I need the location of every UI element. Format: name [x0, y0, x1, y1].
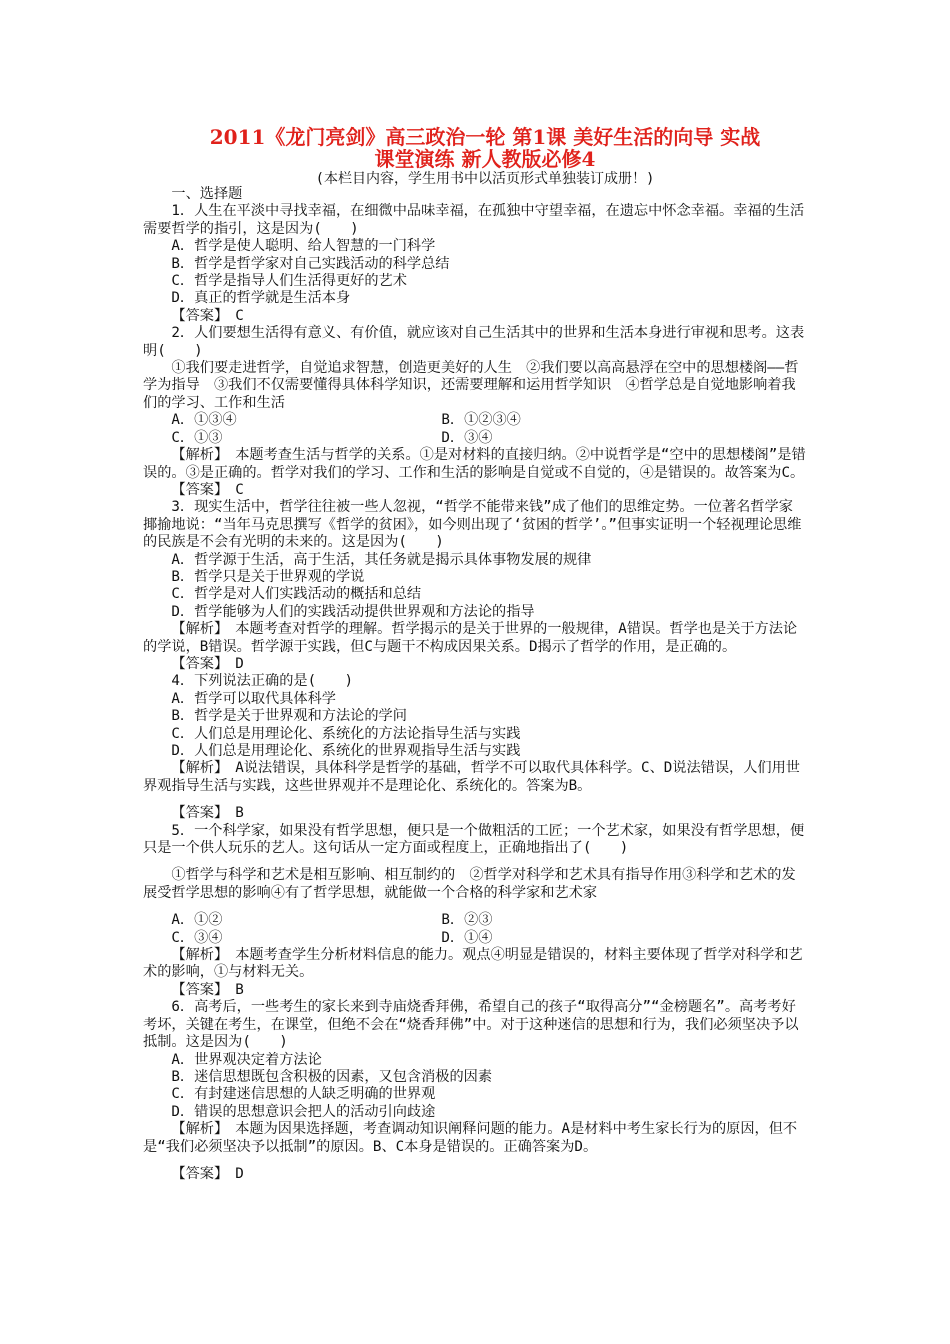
question-2-analysis: 【解析】 本题考查生活与哲学的关系。①是对材料的直接归纳。②中说哲学是“空中的思想楼阁”是错误的。③是正确的。哲学对我们的学习、工作和生活的影响是自觉或不自觉的，④是错误的。故答案为C。 [143, 447, 806, 481]
question-5-analysis: 【解析】 本题考查学生分析材料信息的能力。观点④明显是错误的，材料主要体现了哲学对科学和艺术的影响，①与材料无关。 [143, 947, 803, 981]
question-1-answer: 【答案】 C [171, 307, 244, 324]
question-1-option-c: C．哲学是指导人们生活得更好的艺术 [171, 273, 407, 290]
question-4-option-a: A．哲学可以取代具体科学 [171, 690, 336, 707]
question-1-option-d: D．真正的哲学就是生活本身 [171, 290, 351, 307]
question-5-options-row1 [143, 912, 807, 929]
question-6-answer: 【答案】 D [171, 1165, 244, 1182]
question-3-option-c: C．哲学是对人们实践活动的概括和总结 [171, 586, 422, 603]
question-1-option-a: A．哲学是使人聪明、给人智慧的一门科学 [171, 238, 436, 255]
question-6-option-b: B．迷信思想既包含积极的因素，又包含消极的因素 [171, 1068, 493, 1085]
question-5-option-a: A．①② [171, 912, 223, 929]
question-6-option-c: C．有封建迷信思想的人缺乏明确的世界观 [171, 1086, 436, 1103]
question-2-items: ①我们要走进哲学，自觉追求智慧，创造更美好的人生 ②我们要以高高悬浮在空中的思想楼阁——哲学为指导 ③我们不仅需要懂得具体科学知识，还需要理解和运用哲学知识 ④哲学总是自觉地影响着我们的学习、工作和生活 [143, 360, 799, 411]
document-subtitle: (本栏目内容，学生用书中以活页形式单独装订成册！) [315, 171, 655, 187]
question-6-analysis: 【解析】 本题为因果选择题，考查调动知识阐释问题的能力。A是材料中考生家长行为的原因，但不是“我们必须坚决予以抵制”的原因。B、C本身是错误的。正确答案为D。 [143, 1121, 798, 1155]
question-4-option-c: C．人们总是用理论化、系统化的方法论指导生活与实践 [171, 725, 521, 742]
question-3-answer: 【答案】 D [171, 655, 244, 672]
question-3-option-d: D．哲学能够为人们的实践活动提供世界观和方法论的指导 [171, 603, 535, 620]
question-2-option-b: B．①②③④ [441, 412, 521, 429]
question-2-option-c: C．①③ [171, 429, 223, 446]
document-title-line1: 2011《龙门亮剑》高三政治一轮 第1课 美好生活的向导 实战 [209, 125, 761, 149]
question-5-option-b: B．②③ [441, 912, 493, 929]
question-3-analysis: 【解析】 本题考查对哲学的理解。哲学揭示的是关于世界的一般规律，A错误。哲学也是关于方法论的学说，B错误。哲学源于实践，但C与题干不构成因果关系。D揭示了哲学的作用，是正确的。 [143, 621, 798, 655]
section-heading: 一、选择题 [171, 186, 243, 202]
spacer [143, 902, 807, 912]
question-3-stem: 3．现实生活中，哲学往往被一些人忽视，“哲学不能带来钱”成了他们的思维定势。一位著名哲学家揶揄地说：“当年马克思撰写《哲学的贫困》，如今则出现了‘贫困的哲学’。”但事实证明一个轻视理论思维的民族是不会有光明的未来的。这是因为( ) [143, 499, 802, 551]
question-5-answer: 【答案】 B [171, 981, 244, 998]
question-3-option-a: A．哲学源于生活，高于生活，其任务就是揭示具体事物发展的规律 [171, 551, 592, 568]
question-6-option-a: A．世界观决定着方法论 [171, 1051, 322, 1068]
question-5-option-c: C．③④ [171, 929, 223, 946]
spacer [143, 795, 807, 805]
question-4-analysis: 【解析】 A说法错误，具体科学是哲学的基础，哲学不可以取代具体科学。C、D说法错误，人们用世界观指导生活与实践，这些世界观并不是理论化、系统化的。答案为B。 [143, 760, 800, 794]
question-2-option-d: D．③④ [441, 429, 493, 446]
question-2-option-a: A．①③④ [171, 412, 237, 429]
document-title-line2: 课堂演练 新人教版必修4 [374, 147, 596, 171]
question-1-option-b: B．哲学是哲学家对自己实践活动的科学总结 [171, 255, 450, 272]
question-6-stem: 6．高考后，一些考生的家长来到寺庙烧香拜佛，希望自己的孩子“取得高分”“金榜题名”。高考考好考坏，关键在考生，在课堂，但绝不会在“烧香拜佛”中。对于这种迷信的思想和行为，我们必须坚决予以抵制。这是因为( ) [143, 999, 799, 1051]
question-1-stem: 1．人生在平淡中寻找幸福，在细微中品味幸福，在孤独中守望幸福，在遗忘中怀念幸福。幸福的生活需要哲学的指引，这是因为( ) [143, 203, 805, 237]
document-body [143, 186, 807, 1183]
question-4-stem: 4．下列说法正确的是( ) [171, 673, 354, 690]
question-6-option-d: D．错误的思想意识会把人的活动引向歧途 [171, 1103, 436, 1120]
question-5-stem: 5．一个科学家，如果没有哲学思想，便只是一个做粗活的工匠；一个艺术家，如果没有哲学思想，便只是一个供人玩乐的艺人。这句话从一定方面或程度上，正确地指出了( ) [143, 822, 805, 857]
question-5-options-row2 [143, 930, 807, 947]
question-2-stem: 2．人们要想生活得有意义、有价值，就应该对自己生活其中的世界和生活本身进行审视和思考。这表明( ) [143, 325, 805, 359]
question-5-option-d: D．①④ [441, 929, 493, 946]
question-5-items: ①哲学与科学和艺术是相互影响、相互制约的 ②哲学对科学和艺术具有指导作用③科学和艺术的发展受哲学思想的影响④有了哲学思想，就能做一个合格的科学家和艺术家 [143, 867, 796, 901]
question-4-option-b: B．哲学是关于世界观和方法论的学问 [171, 708, 407, 725]
question-2-options-row1 [143, 412, 807, 429]
question-3-option-b: B．哲学只是关于世界观的学说 [171, 568, 365, 585]
question-2-options-row2 [143, 430, 807, 447]
question-4-answer: 【答案】 B [171, 805, 244, 822]
question-2-answer: 【答案】 C [171, 481, 244, 498]
spacer [143, 1156, 807, 1166]
question-4-option-d: D．人们总是用理论化、系统化的世界观指导生活与实践 [171, 743, 521, 759]
spacer [143, 857, 807, 867]
